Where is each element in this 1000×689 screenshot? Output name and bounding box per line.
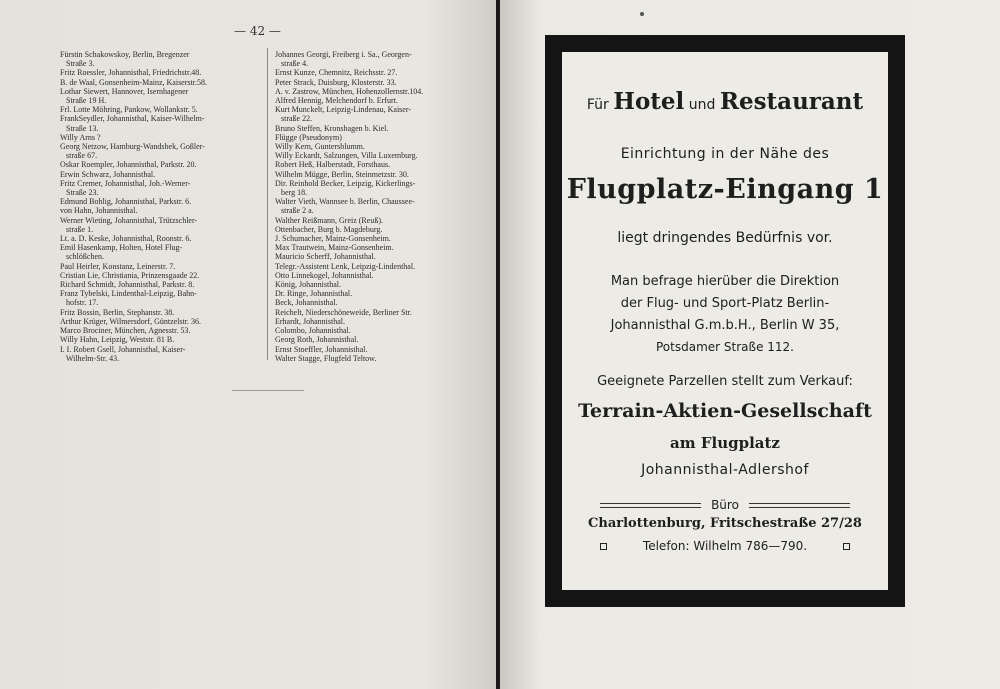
page-spot xyxy=(640,12,644,16)
name-list-entry: hofstr. 17. xyxy=(60,298,99,308)
name-list-entry: Peter Strack, Duisburg, Klosterstr. 33. xyxy=(275,77,397,87)
name-list-entry: Willy Arns ? xyxy=(60,132,101,142)
name-list-entry: Max Trautwein, Mainz-Gonsenheim. xyxy=(275,243,394,253)
name-list-entry: Walter Vieth, Wannsee b. Berlin, Chaussee- xyxy=(275,197,415,207)
name-list-entry: schlößchen. xyxy=(60,252,104,262)
office-address: Charlottenburg, Fritschestraße 27/28 xyxy=(588,516,862,531)
name-list-entry: Reichelt, Niederschöneweide, Berliner Str. xyxy=(275,307,412,317)
name-list-entry: Dir. Reinhold Becker, Leipzig, Kickerlings- xyxy=(275,178,416,188)
ad-headline-restaurant: Restaurant xyxy=(719,88,864,115)
name-list-entry: Mauricio Scherff, Johannisthal. xyxy=(275,252,376,262)
advertisement xyxy=(562,52,888,590)
name-list-entry: Emil Hasenkamp, Holten, Hotel Flug- xyxy=(60,243,183,253)
name-list-entry: Marco Brociner, München, Agnesstr. 53. xyxy=(60,326,191,336)
name-list-entry: Wilhelm-Str. 43. xyxy=(60,353,120,363)
name-list-entry: Georg Roth, Johannisthal. xyxy=(275,335,359,345)
name-list-entry: Ernst Stoeffler, Johannisthal. xyxy=(275,344,368,354)
name-list-entry: Arthur Krüger, Wilmersdorf, Güntzelstr. 36. xyxy=(60,316,201,326)
name-list-entry: Willy Kern, Guntersblumm. xyxy=(275,142,365,152)
ad-headline-pre: Für xyxy=(586,97,609,113)
name-list-entry: I. I. Robert Gsell, Johannisthal, Kaiser- xyxy=(60,344,186,354)
name-list-entry: straße 67. xyxy=(60,151,98,161)
name-list-entry: Straße 13. xyxy=(60,123,99,133)
name-list-entry: Erhardt, Johannisthal. xyxy=(275,316,345,326)
name-list-entry: Fürstin Schakowskoy, Berlin, Bregenzer xyxy=(60,50,190,59)
left-page xyxy=(0,0,497,689)
name-list-entry: Colombo, Johannisthal. xyxy=(275,326,351,336)
column-divider xyxy=(267,48,268,360)
ad-company-location: Johannisthal-Adlershof xyxy=(641,462,809,478)
phone-row xyxy=(600,539,850,553)
name-list-entry: Oskar Roempler, Johannisthal, Parkstr. 20. xyxy=(60,160,197,170)
name-list-entry: FrankSeydler, Johannisthal, Kaiser-Wilhelm- xyxy=(60,114,205,124)
name-list-entry: straße 22. xyxy=(275,114,313,124)
name-list-entry: Fritz Roessler, Johannisthal, Friedrichstr.48. xyxy=(60,68,202,78)
name-list-entry: A. v. Zastrow, München, Hohenzollernstr.104. xyxy=(275,86,424,96)
name-list-entry: Dr. Ringe, Johannisthal. xyxy=(275,289,353,299)
name-list-entry: straße 2 a. xyxy=(275,206,314,216)
end-rule xyxy=(232,390,304,391)
name-list-entry: Telegr.-Assistent Lenk, Leipzig-Lindenthal. xyxy=(275,261,416,271)
ad-headline-hotel: Hotel xyxy=(613,88,685,115)
ad-headline xyxy=(562,88,888,115)
name-list-entry: Edmund Bohlig, Johannisthal, Parkstr. 6. xyxy=(60,197,192,207)
name-list-entry: Richard Schmidt, Johannisthal, Parkstr. 8. xyxy=(60,280,195,290)
ad-para-line-1: Man befrage hierüber die Direktion xyxy=(610,274,840,289)
name-list-entry: Walter Stagge, Flugfeld Teltow. xyxy=(275,353,377,363)
name-list-entry: B. de Waal, Gonsenheim-Mainz, Kaiserstr.58. xyxy=(60,77,207,87)
ad-headline-mid: und xyxy=(688,97,716,113)
name-list-entry: Wilhelm Mügge, Berlin, Steinmetzstr. 30. xyxy=(275,169,409,179)
ad-line-flugplatz: Flugplatz-Eingang 1 xyxy=(566,174,884,205)
name-list-left-column xyxy=(60,50,265,363)
name-list-entry: Ernst Kunze, Chemnitz, Reichsstr. 27. xyxy=(275,68,398,78)
name-list-entry: Werner Wieting, Johannisthal, Trützschler- xyxy=(60,215,198,225)
name-list-entry: Lt. a. D. Keske, Johannisthal, Roonstr. 6. xyxy=(60,234,192,244)
ad-para-line-4: Potsdamer Straße 112. xyxy=(656,340,794,354)
name-list-entry: Kurt Munckelt, Leipzig-Lindenau, Kaiser- xyxy=(275,105,412,115)
name-list-entry: Bruno Steffen, Kronshagen b. Kiel. xyxy=(275,123,389,133)
name-list-entry: Straße 23. xyxy=(60,188,99,198)
ad-offer-line: Geeignete Parzellen stellt zum Verkauf: xyxy=(597,374,853,389)
ad-line-einrichtung: Einrichtung in der Nähe des xyxy=(620,146,830,162)
phone-number: Telefon: Wilhelm 786—790. xyxy=(642,539,808,553)
page-number: — 42 — xyxy=(234,24,281,38)
name-list-entry: Fritz Bossin, Berlin, Stephanstr. 38. xyxy=(60,307,175,317)
office-label: Büro xyxy=(711,498,739,512)
name-list-entry: Willy Eckardt, Salzungen, Villa Luxemburg. xyxy=(275,151,418,161)
ad-para-line-2: der Flug- und Sport-Platz Berlin- xyxy=(620,296,830,311)
double-rule-left xyxy=(600,503,701,508)
name-list-entry: Walther Reißmann, Greiz (Reuß). xyxy=(275,215,383,225)
name-list-entry: Erwin Schwarz, Johannisthal. xyxy=(60,169,156,179)
name-list-entry: Robert Heß, Halberstadt, Forsthaus. xyxy=(275,160,391,170)
name-list-entry: straße 1. xyxy=(60,224,94,234)
ad-company-name: Terrain-Aktien-Gesellschaft xyxy=(578,400,872,422)
name-list-entry: Flügge (Pseudonym) xyxy=(275,132,342,142)
office-row xyxy=(600,498,850,512)
name-list-entry: Georg Netzow, Hamburg-Wandsbek, Goßler- xyxy=(60,142,205,152)
ad-line-bedarf: liegt dringendes Bedürfnis vor. xyxy=(617,230,833,246)
name-list-entry: Otto Linnekogel, Johannisthal. xyxy=(275,270,374,280)
name-list-entry: Lothar Siewert, Hannover, Isernhagener xyxy=(60,86,189,96)
name-list-entry: Beck, Johannisthal. xyxy=(275,298,338,308)
double-rule-right xyxy=(749,503,850,508)
name-list-entry: straße 4. xyxy=(275,59,309,69)
name-list-entry: Johannes Georgi, Freiberg i. Sa., Georgen- xyxy=(275,50,412,59)
square-bullet-icon xyxy=(843,543,850,550)
name-list-entry: Willy Hahn, Leipzig, Weststr. 81 B. xyxy=(60,335,175,345)
ad-company-subtitle: am Flugplatz xyxy=(670,434,780,452)
name-list-entry: Ottenbacher, Burg b. Magdeburg. xyxy=(275,224,383,234)
name-list-right-column xyxy=(275,50,475,363)
ad-para-line-3: Johannisthal G.m.b.H., Berlin W 35, xyxy=(610,318,840,333)
name-list-entry: Straße 19 H. xyxy=(60,96,107,106)
name-list-entry: Fritz Cremer, Johannisthal, Joh.-Werner- xyxy=(60,178,191,188)
name-list-entry: König, Johannisthal. xyxy=(275,280,341,290)
name-list-entry: J. Schumacher, Mainz-Gonsenheim. xyxy=(275,234,391,244)
name-list-entry: Straße 3. xyxy=(60,59,95,69)
name-list-entry: Franz Tybelski, Lindenthal-Leipzig, Bahn- xyxy=(60,289,197,299)
name-list-entry: berg 18. xyxy=(275,188,308,198)
name-list-entry: Paul Heirler, Konstanz, Leinerstr. 7. xyxy=(60,261,176,271)
name-list-entry: Alfred Hennig, Melchendorf b. Erfurt. xyxy=(275,96,398,106)
name-list-entry: Cristian Lie, Christiania, Prinzensgaade 22. xyxy=(60,270,200,280)
name-list-entry: Frl. Lotte Möhring, Pankow, Wollankstr. 5. xyxy=(60,105,198,115)
square-bullet-icon xyxy=(600,543,607,550)
name-list-entry: von Hahn, Johannisthal. xyxy=(60,206,138,216)
